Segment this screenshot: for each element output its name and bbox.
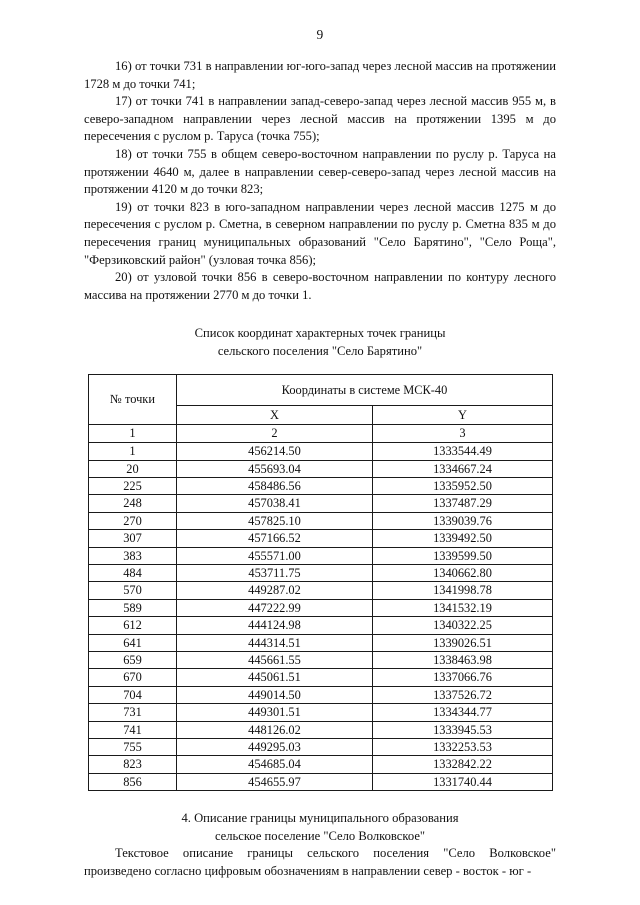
table-row xyxy=(89,721,553,738)
cell-point: 704 xyxy=(89,686,177,703)
table-row xyxy=(89,652,553,669)
section-heading-line-2: сельское поселение "Село Волковское" xyxy=(214,828,426,843)
cell-point: 383 xyxy=(89,547,177,564)
cell-y: 1331740.44 xyxy=(373,773,553,790)
cell-x: 444124.98 xyxy=(177,617,373,634)
cell-point: 741 xyxy=(89,721,177,738)
header-coordinate-system: Координаты в системе МСК-40 xyxy=(177,375,553,406)
table-row xyxy=(89,634,553,651)
cell-y: 1332253.53 xyxy=(373,739,553,756)
cell-x: 445661.55 xyxy=(177,652,373,669)
cell-x: 454655.97 xyxy=(177,773,373,790)
header-y: Y xyxy=(373,406,553,425)
cell-y: 1335952.50 xyxy=(373,477,553,494)
cell-x: 457166.52 xyxy=(177,530,373,547)
cell-y: 1337487.29 xyxy=(373,495,553,512)
table-row xyxy=(89,756,553,773)
cell-x: 449301.51 xyxy=(177,704,373,721)
table-header-row-main xyxy=(89,375,553,406)
table-row xyxy=(89,477,553,494)
cell-point: 755 xyxy=(89,739,177,756)
table-column-number-row xyxy=(89,425,553,443)
cell-point: 856 xyxy=(89,773,177,790)
cell-x: 445061.51 xyxy=(177,669,373,686)
cell-y: 1334344.77 xyxy=(373,704,553,721)
table-row xyxy=(89,617,553,634)
table-row xyxy=(89,773,553,790)
table-row xyxy=(89,686,553,703)
paragraph-17: 17) от точки 741 в направлении запад-северо-запад через лесной массив 955 м, в северо-западном направлении через лесной массив на протяжении 1395 м до пересечения с руслом р. Таруса (точка 755); xyxy=(84,94,556,144)
cell-y: 1337526.72 xyxy=(373,686,553,703)
cell-y: 1333544.49 xyxy=(373,443,553,460)
cell-x: 447222.99 xyxy=(177,599,373,616)
cell-x: 456214.50 xyxy=(177,443,373,460)
cell-point: 570 xyxy=(89,582,177,599)
cell-y: 1339039.76 xyxy=(373,512,553,529)
column-number-1: 1 xyxy=(89,425,177,443)
cell-x: 453711.75 xyxy=(177,564,373,581)
cell-x: 455571.00 xyxy=(177,547,373,564)
cell-x: 454685.04 xyxy=(177,756,373,773)
cell-point: 307 xyxy=(89,530,177,547)
cell-y: 1337066.76 xyxy=(373,669,553,686)
cell-x: 457825.10 xyxy=(177,512,373,529)
cell-y: 1341998.78 xyxy=(373,582,553,599)
cell-x: 457038.41 xyxy=(177,495,373,512)
paragraph-18: 18) от точки 755 в общем северо-восточном направлении по руслу р. Таруса на протяжении 4640 м, далее в направлении север-северо-запад через лесной массив на протяжении 4120 м до точки 823; xyxy=(84,146,556,197)
cell-point: 270 xyxy=(89,512,177,529)
cell-y: 1339492.50 xyxy=(373,530,553,547)
paragraph-19: 19) от точки 823 в юго-западном направлении через лесной массив 1275 м до пересечения с руслом р. Сметна, в северном направлении по руслу р. Сметна 835 м до пересечения границ муниципальных образований "Село Барятино", "Село Роща", "Ферзиковский район" (узловая точка 856); xyxy=(84,199,556,267)
cell-point: 659 xyxy=(89,652,177,669)
cell-y: 1341532.19 xyxy=(373,599,553,616)
cell-point: 225 xyxy=(89,477,177,494)
cell-x: 449014.50 xyxy=(177,686,373,703)
cell-y: 1334667.24 xyxy=(373,460,553,477)
cell-point: 670 xyxy=(89,669,177,686)
cell-point: 641 xyxy=(89,634,177,651)
paragraph-20: 20) от узловой точки 856 в северо-восточном направлении по контуру лесного массива на протяжении 2770 м до точки 1. xyxy=(84,270,556,302)
cell-y: 1332842.22 xyxy=(373,756,553,773)
cell-x: 444314.51 xyxy=(177,634,373,651)
table-row xyxy=(89,739,553,756)
cell-point: 612 xyxy=(89,617,177,634)
table-row xyxy=(89,599,553,616)
cell-y: 1333945.53 xyxy=(373,721,553,738)
coordinates-table xyxy=(88,374,553,791)
cell-point: 823 xyxy=(89,756,177,773)
table-title-line-2: сельского поселения "Село Барятино" xyxy=(217,343,423,358)
page-number: 9 xyxy=(316,27,324,42)
table-head xyxy=(89,375,553,443)
cell-y: 1339599.50 xyxy=(373,547,553,564)
table-title xyxy=(84,325,556,360)
table-row xyxy=(89,512,553,529)
closing-paragraph: Текстовое описание границы сельского поселения "Село Волковское" произведено согласно цифровым обозначениям в направлении север - восток - юг - xyxy=(84,846,556,878)
cell-x: 458486.56 xyxy=(177,477,373,494)
table-row xyxy=(89,495,553,512)
table-row xyxy=(89,704,553,721)
column-number-2: 2 xyxy=(177,425,373,443)
table-row xyxy=(89,582,553,599)
cell-x: 448126.02 xyxy=(177,721,373,738)
cell-point: 1 xyxy=(89,443,177,460)
table-row xyxy=(89,530,553,547)
cell-point: 248 xyxy=(89,495,177,512)
header-x: X xyxy=(177,406,373,425)
cell-point: 484 xyxy=(89,564,177,581)
cell-y: 1339026.51 xyxy=(373,634,553,651)
table-row xyxy=(89,564,553,581)
cell-y: 1340662.80 xyxy=(373,564,553,581)
column-number-3: 3 xyxy=(373,425,553,443)
header-point-number: № точки xyxy=(89,375,177,425)
cell-point: 20 xyxy=(89,460,177,477)
cell-point: 731 xyxy=(89,704,177,721)
cell-y: 1338463.98 xyxy=(373,652,553,669)
cell-x: 449287.02 xyxy=(177,582,373,599)
section-heading-line-1: 4. Описание границы муниципального образования xyxy=(181,811,459,826)
cell-y: 1340322.25 xyxy=(373,617,553,634)
table-row xyxy=(89,669,553,686)
cell-x: 455693.04 xyxy=(177,460,373,477)
table-title-line-1: Список координат характерных точек границы xyxy=(194,326,446,341)
table-row xyxy=(89,547,553,564)
cell-x: 449295.03 xyxy=(177,739,373,756)
page-content xyxy=(84,58,556,880)
paragraph-16: 16) от точки 731 в направлении юг-юго-запад через лесной массив на протяжении 1728 м до точки 741; xyxy=(84,59,556,91)
section-heading xyxy=(84,810,556,845)
table-row xyxy=(89,460,553,477)
table-body xyxy=(89,443,553,791)
cell-point: 589 xyxy=(89,599,177,616)
table-row xyxy=(89,443,553,460)
